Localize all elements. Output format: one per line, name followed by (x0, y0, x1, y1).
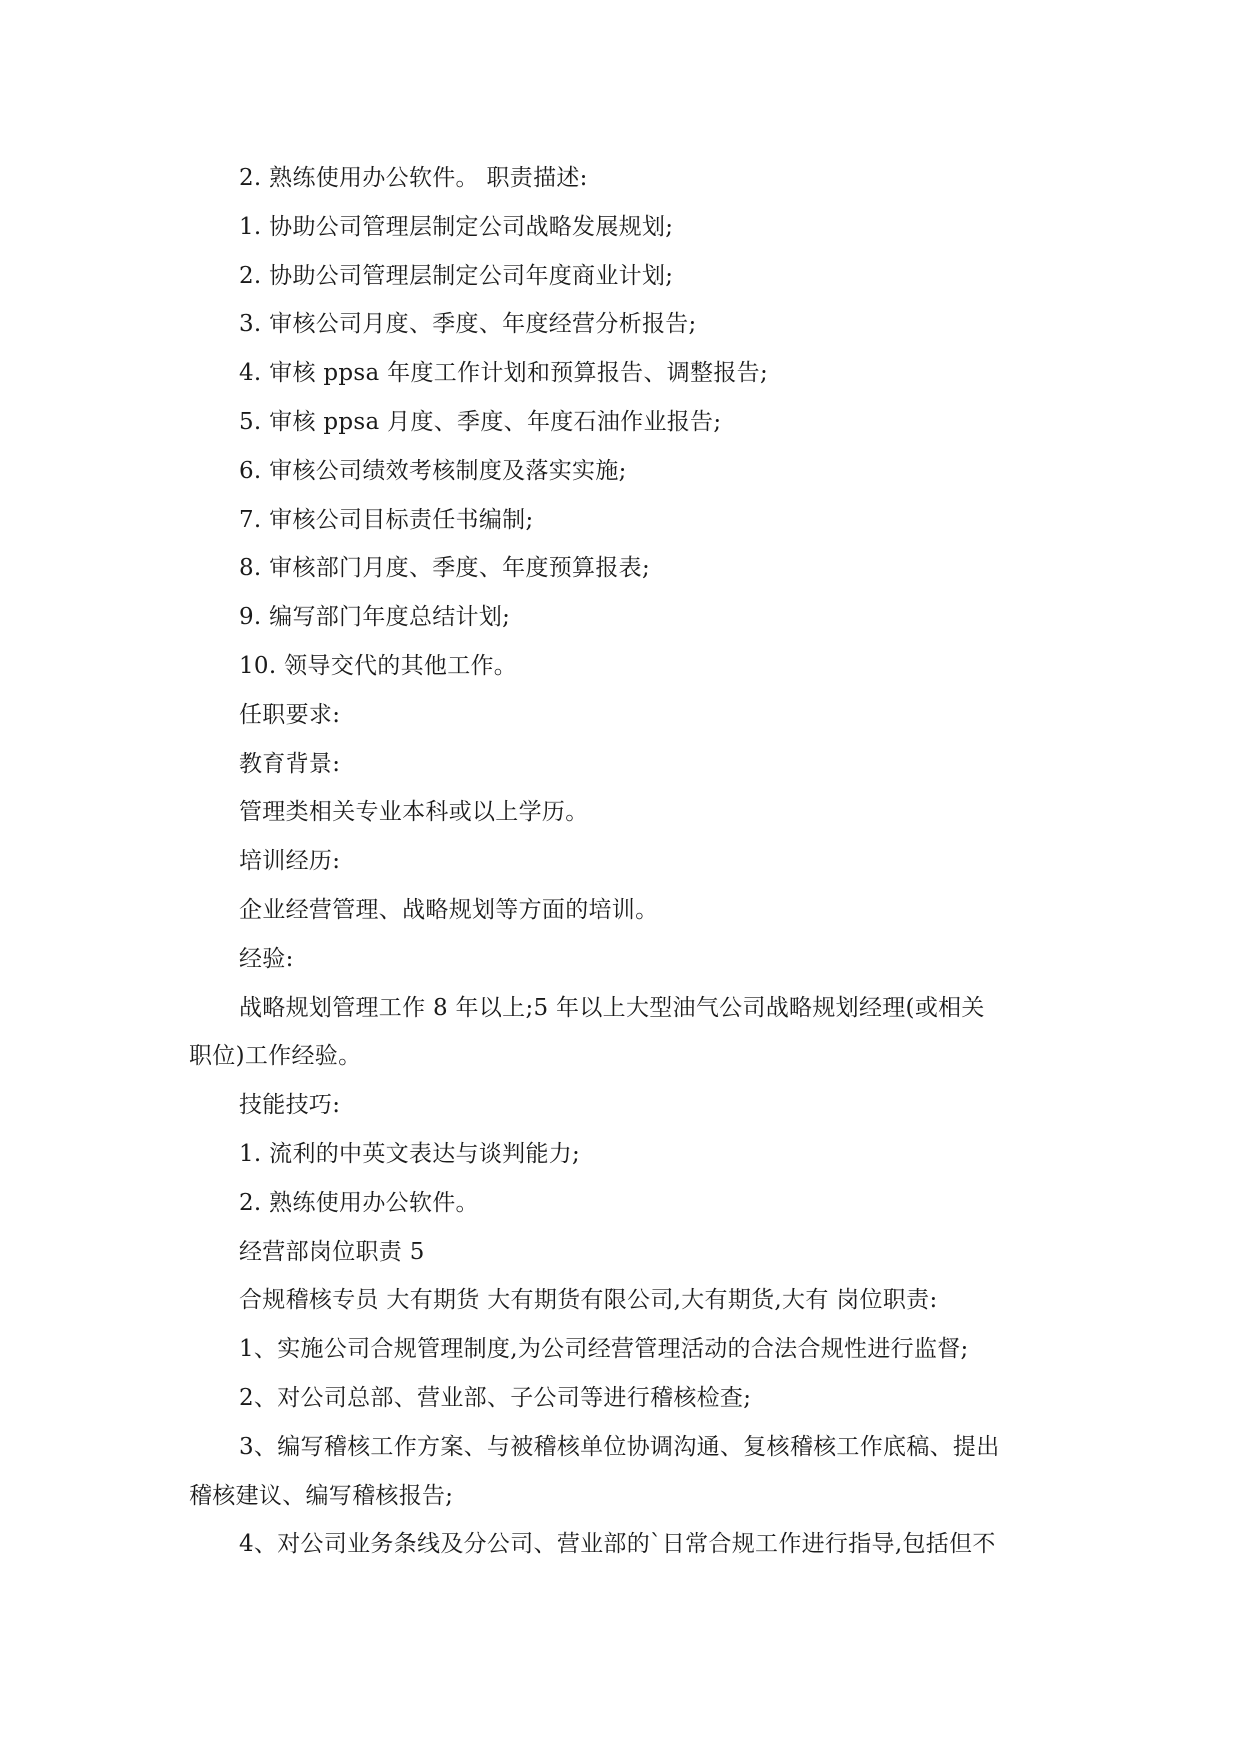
section-heading: 培训经历: (239, 848, 341, 875)
paragraph-line: 2. 熟练使用办公软件。 (239, 1189, 479, 1216)
paragraph-line: 3. 审核公司月度、季度、年度经营分析报告; (239, 311, 697, 338)
paragraph-line: 4、对公司业务条线及分公司、营业部的`日常合规工作进行指导,包括但不 (239, 1531, 996, 1558)
paragraph-line: 合规稽核专员 大有期货 大有期货有限公司,大有期货,大有 岗位职责: (239, 1287, 938, 1314)
paragraph-line: 7. 审核公司目标责任书编制; (239, 506, 534, 533)
paragraph-line: 2、对公司总部、营业部、子公司等进行稽核检查; (239, 1384, 752, 1411)
section-heading: 经验: (239, 945, 294, 972)
paragraph-line: 8. 审核部门月度、季度、年度预算报表; (239, 555, 651, 582)
section-heading: 任职要求: (239, 701, 341, 728)
paragraph-line: 1. 流利的中英文表达与谈判能力; (239, 1140, 581, 1167)
paragraph-line: 4. 审核 ppsa 年度工作计划和预算报告、调整报告; (239, 360, 768, 387)
paragraph-line: 战略规划管理工作 8 年以上;5 年以上大型油气公司战略规划经理(或相关 (239, 994, 985, 1021)
paragraph-line: 1、实施公司合规管理制度,为公司经营管理活动的合法合规性进行监督; (239, 1336, 969, 1363)
paragraph-line: 5. 审核 ppsa 月度、季度、年度石油作业报告; (239, 408, 722, 435)
document-body (189, 154, 1059, 1569)
paragraph-line: 6. 审核公司绩效考核制度及落实实施; (239, 457, 627, 484)
section-heading: 教育背景: (239, 750, 341, 777)
section-title: 经营部岗位职责 5 (239, 1238, 425, 1265)
paragraph-line: 1. 协助公司管理层制定公司战略发展规划; (239, 213, 674, 240)
section-heading: 技能技巧: (239, 1092, 341, 1119)
paragraph-line: 3、编写稽核工作方案、与被稽核单位协调沟通、复核稽核工作底稿、提出 (239, 1433, 1000, 1460)
paragraph-line-continuation: 稽核建议、编写稽核报告; (189, 1482, 454, 1509)
paragraph-line: 2. 熟练使用办公软件。 职责描述: (239, 165, 588, 191)
paragraph-line: 10. 领导交代的其他工作。 (239, 652, 518, 679)
paragraph-line: 2. 协助公司管理层制定公司年度商业计划; (239, 262, 674, 289)
paragraph-line-continuation: 职位)工作经验。 (189, 1043, 362, 1070)
paragraph-line: 管理类相关专业本科或以上学历。 (239, 799, 589, 826)
paragraph-line: 9. 编写部门年度总结计划; (239, 604, 511, 631)
paragraph-line: 企业经营管理、战略规划等方面的培训。 (239, 896, 659, 923)
